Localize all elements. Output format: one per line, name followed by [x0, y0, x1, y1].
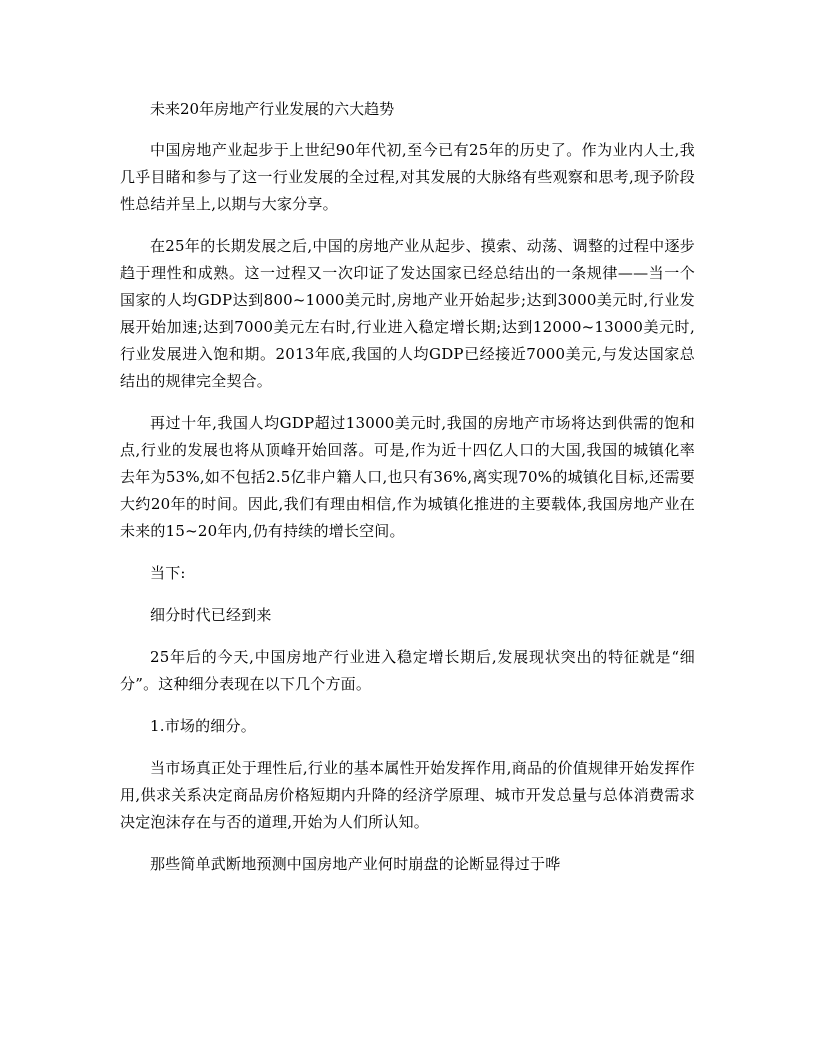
document-title: 未来20年房地产行业发展的六大趋势 — [150, 100, 395, 118]
paragraph-current: 当下: — [150, 564, 186, 582]
paragraph-development: 在25年的长期发展之后,中国的房地产业从起步、摸索、动荡、调整的过程中逐步趋于理性和成熟。这一过程又一次印证了发达国家已经总结出的一条规律——当一个国家的人均GDP达到800~1000美元时,房地产业开始起步;达到3000美元时,行业发展开始加速;达到7000美元左右时,行业进入稳定增长期;达到12000~13000美元时,行业发展进入饱和期。2013年底,我国的人均GDP已经接近7000美元,与发达国家总结出的规律完全契合。 — [120, 237, 695, 390]
paragraph-market-rationality: 当市场真正处于理性后,行业的基本属性开始发挥作用,商品的价值规律开始发挥作用,供求关系决定商品房价格短期内升降的经济学原理、城市开发总量与总体消费需求决定泡沫存在与否的道理,开始为人们所认知。 — [120, 759, 695, 831]
document-body — [120, 96, 695, 893]
list-item-market-segmentation: 1.市场的细分。 — [150, 717, 256, 735]
paragraph-segmentation: 25年后的今天,中国房地产行业进入稳定增长期后,发展现状突出的特征就是“细分”。这种细分表现在以下几个方面。 — [120, 648, 695, 693]
section-heading-segmentation: 细分时代已经到来 — [150, 606, 272, 624]
paragraph-intro: 中国房地产业起步于上世纪90年代初,至今已有25年的历史了。作为业内人士,我几乎目睹和参与了这一行业发展的全过程,对其发展的大脉络有些观察和思考,现予阶段性总结并呈上,以期与大家分享。 — [120, 141, 695, 213]
paragraph-future-growth: 再过十年,我国人均GDP超过13000美元时,我国的房地产市场将达到供需的饱和点,行业的发展也将从顶峰开始回落。可是,作为近十四亿人口的大国,我国的城镇化率去年为53%,如不包括2.5亿非户籍人口,也只有36%,离实现70%的城镇化目标,还需要大约20年的时间。因此,我们有理由相信,作为城镇化推进的主要载体,我国房地产业在未来的15~20年内,仍有持续的增长空间。 — [120, 414, 695, 540]
paragraph-prediction: 那些简单武断地预测中国房地产业何时崩盘的论断显得过于哗 — [150, 855, 561, 873]
